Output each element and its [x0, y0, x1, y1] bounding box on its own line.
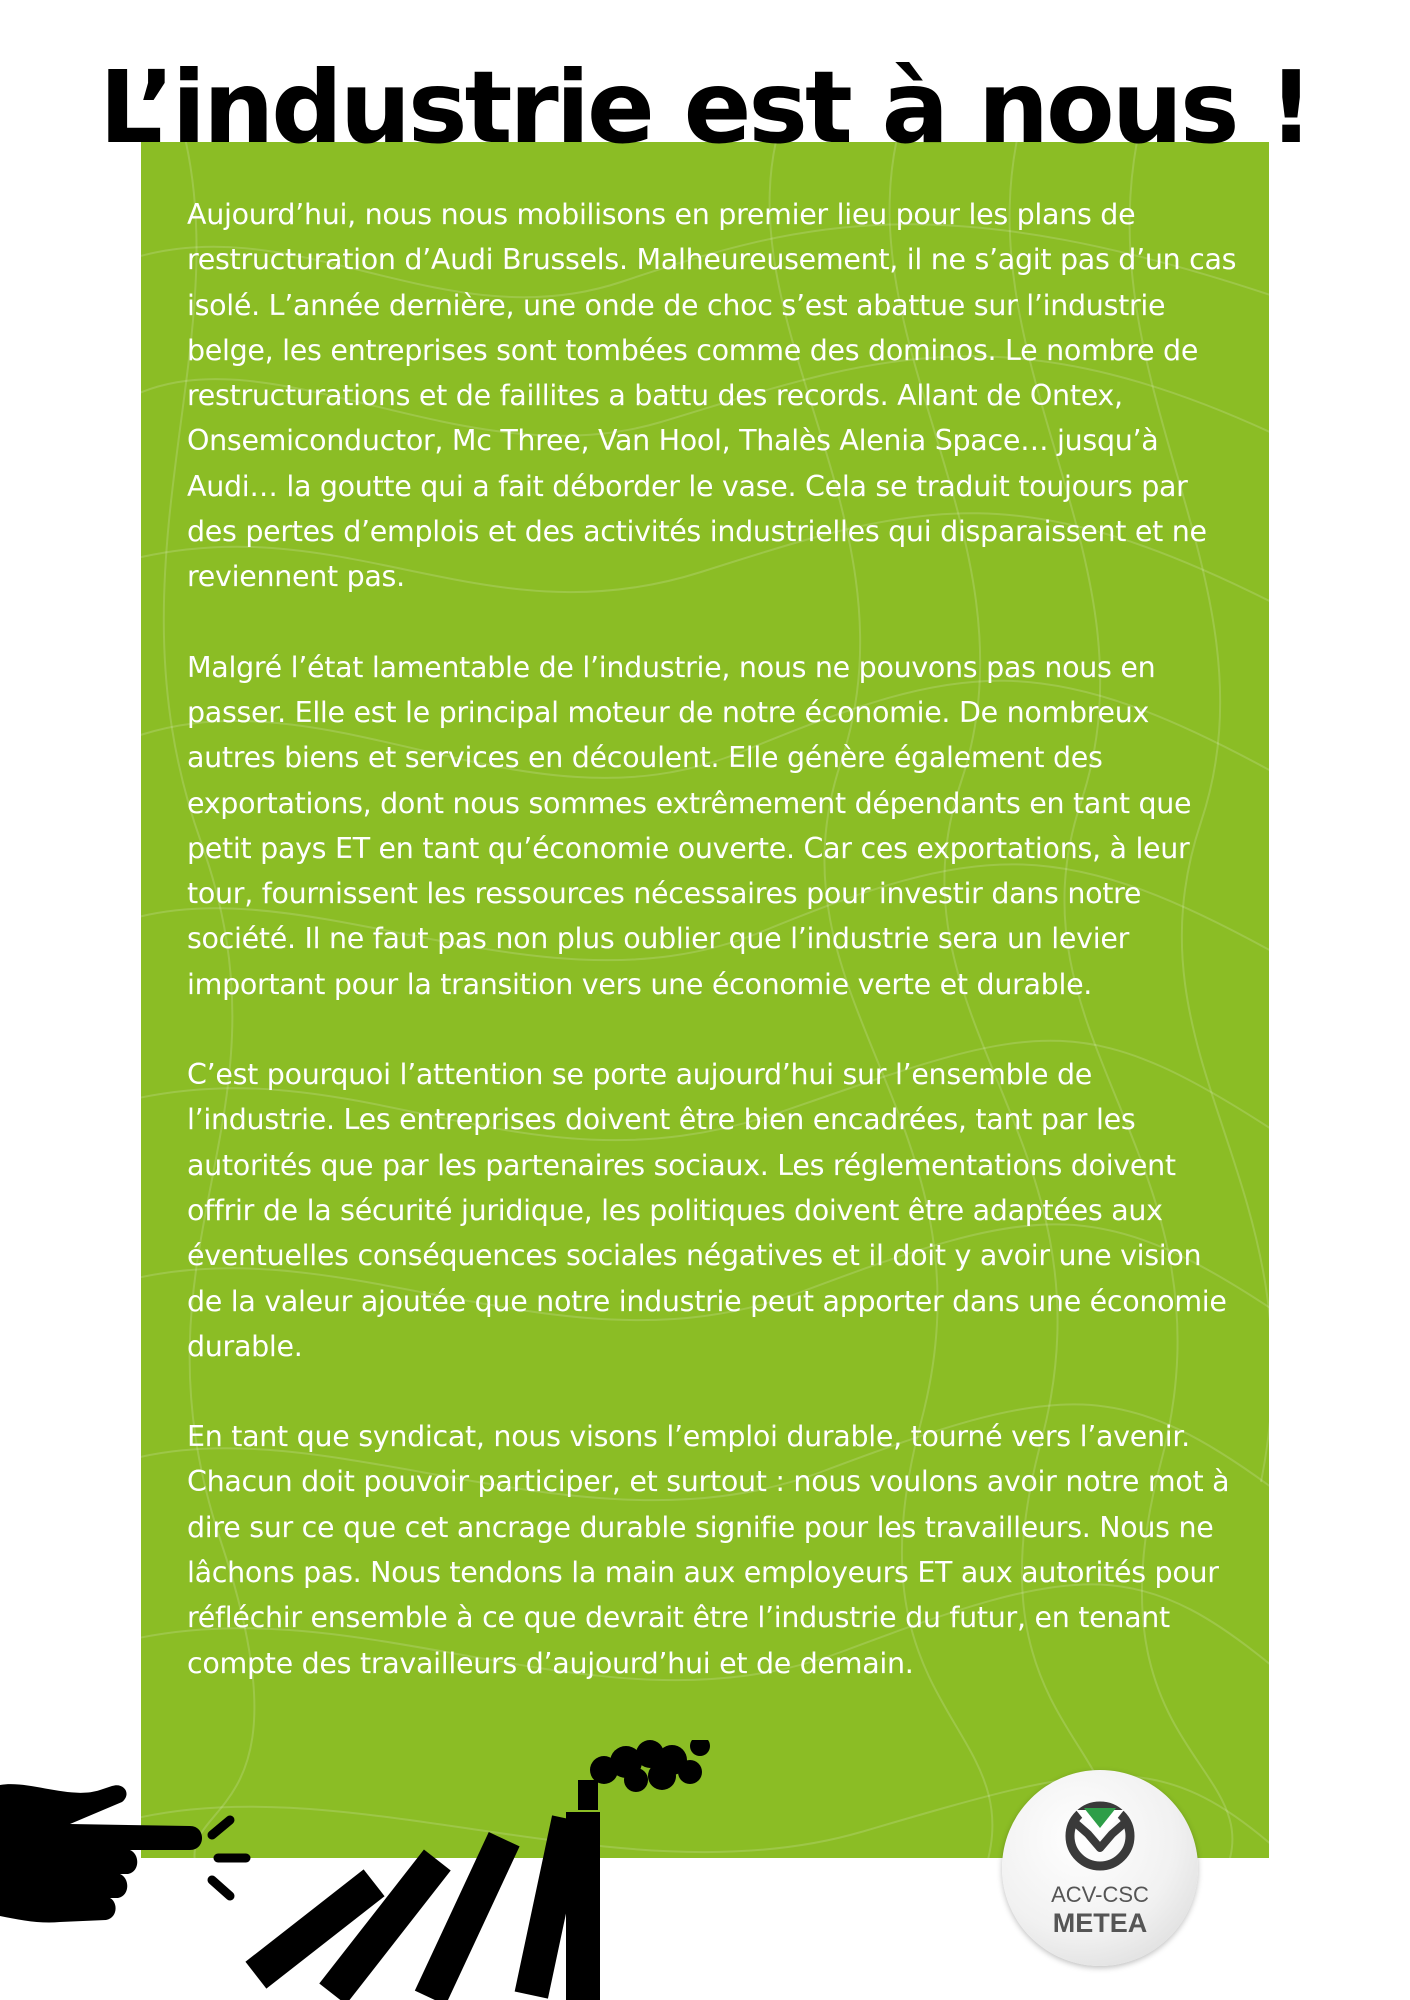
- logo-text-metea: METEA: [1052, 1908, 1148, 1938]
- paragraph-3: C’est pourquoi l’attention se porte aujourd’hui sur l’ensemble de l’industrie. Les entreprises doivent être bien encadrées, tant par les autorités que par les partenaires sociaux. Les réglementations doivent offrir de la sécurité juridique, les politiques doivent être adaptées aux éventuelles conséquences sociales négatives et il doit y avoir une vision de la valeur ajoutée que notre industrie peut apporter dans une économie durable.: [187, 1058, 1227, 1363]
- paragraph-2: Malgré l’état lamentable de l’industrie, nous ne pouvons pas nous en passer. Elle est le principal moteur de notre économie. De nombreux autres biens et services en découlent. Elle génère également des exportations, dont nous sommes extrêmement dépendants en tant que petit pays ET en tant qu’économie ouverte. Car ces exportations, à leur tour, fournissent les ressources nécessaires pour investir dans notre société. Il ne faut pas non plus oublier que l’industrie sera un levier important pour la transition vers une économie verte et durable.: [187, 650, 1192, 1001]
- acv-csc-metea-logo: [1002, 1770, 1198, 1966]
- factory-chimney-icon: [578, 1780, 598, 1810]
- paragraph-1: Aujourd’hui, nous nous mobilisons en premier lieu pour les plans de restructuration d’Audi Brussels. Malheureusement, il ne s’agit pas d’un cas isolé. L’année dernière, une onde de choc s’est abattue sur l’industrie belge, les entreprises sont tombées comme des dominos. Le nombre de restructurations et de faillites a battu des records. Allant de Ontex, Onsemiconductor, Mc Three, Van Hool, Thalès Alenia Space… jusqu’à Audi… la goutte qui a fait déborder le vase. Cela se traduit toujours par des pertes d’emplois et des activités industrielles qui disparaissent et ne reviennent pas.: [187, 198, 1237, 594]
- smoke-cloud-icon: [590, 1740, 710, 1792]
- logo-text-acv-csc: ACV-CSC: [1051, 1882, 1149, 1907]
- dominoes-illustration: [0, 1740, 760, 2000]
- metea-logo-icon: [1058, 1790, 1142, 1874]
- paragraph-4: En tant que syndicat, nous visons l’emploi durable, tourné vers l’avenir. Chacun doit pouvoir participer, et surtout : nous voulons avoir notre mot à dire sur ce que cet ancrage durable signifie pour les travailleurs. Nous ne lâchons pas. Nous tendons la main aux employeurs ET aux autorités pour réfléchir ensemble à ce que devrait être l’industrie du futur, en tenant compte des travailleurs d’aujourd’hui et de demain.: [187, 1420, 1230, 1680]
- falling-dominoes-icon: [245, 1812, 600, 2000]
- motion-lines-icon: [212, 1820, 246, 1896]
- pointing-hand-icon: [0, 1784, 202, 1922]
- page-title: L’industrie est à nous !: [99, 49, 1311, 166]
- green-text-panel: [141, 142, 1269, 1858]
- article-body: [187, 192, 1237, 1731]
